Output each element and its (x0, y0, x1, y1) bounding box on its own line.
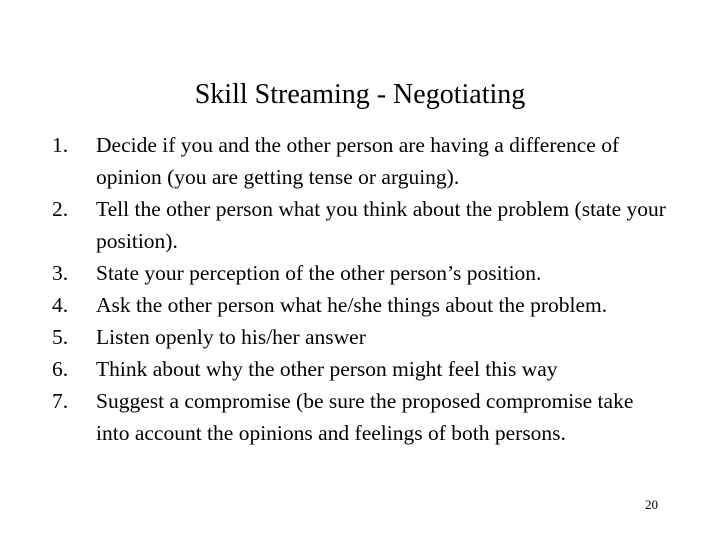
step-text: Tell the other person what you think about the problem (state your position). (96, 197, 666, 253)
list-item (52, 289, 672, 321)
list-item (52, 385, 672, 449)
list-item (52, 321, 672, 353)
step-number: 4. (52, 293, 69, 317)
step-number: 5. (52, 325, 69, 349)
step-number: 3. (52, 261, 69, 285)
steps-list (52, 129, 672, 449)
step-number: 1. (52, 133, 69, 157)
step-text: State your perception of the other person’s position. (96, 261, 542, 285)
list-item (52, 353, 672, 385)
step-text: Ask the other person what he/she things about the problem. (96, 293, 608, 317)
step-number: 7. (52, 389, 69, 413)
slide-title: Skill Streaming - Negotiating (194, 79, 526, 110)
step-text: Suggest a compromise (be sure the proposed compromise take into account the opinions and feelings of both persons. (96, 389, 634, 445)
step-text: Think about why the other person might feel this way (96, 357, 558, 381)
page-number: 20 (645, 497, 658, 512)
step-text: Listen openly to his/her answer (96, 325, 366, 349)
step-number: 2. (52, 197, 69, 221)
list-item (52, 129, 672, 193)
step-text: Decide if you and the other person are having a difference of opinion (you are getting tense or arguing). (96, 133, 620, 189)
step-number: 6. (52, 357, 69, 381)
list-item (52, 257, 672, 289)
list-item (52, 193, 672, 257)
